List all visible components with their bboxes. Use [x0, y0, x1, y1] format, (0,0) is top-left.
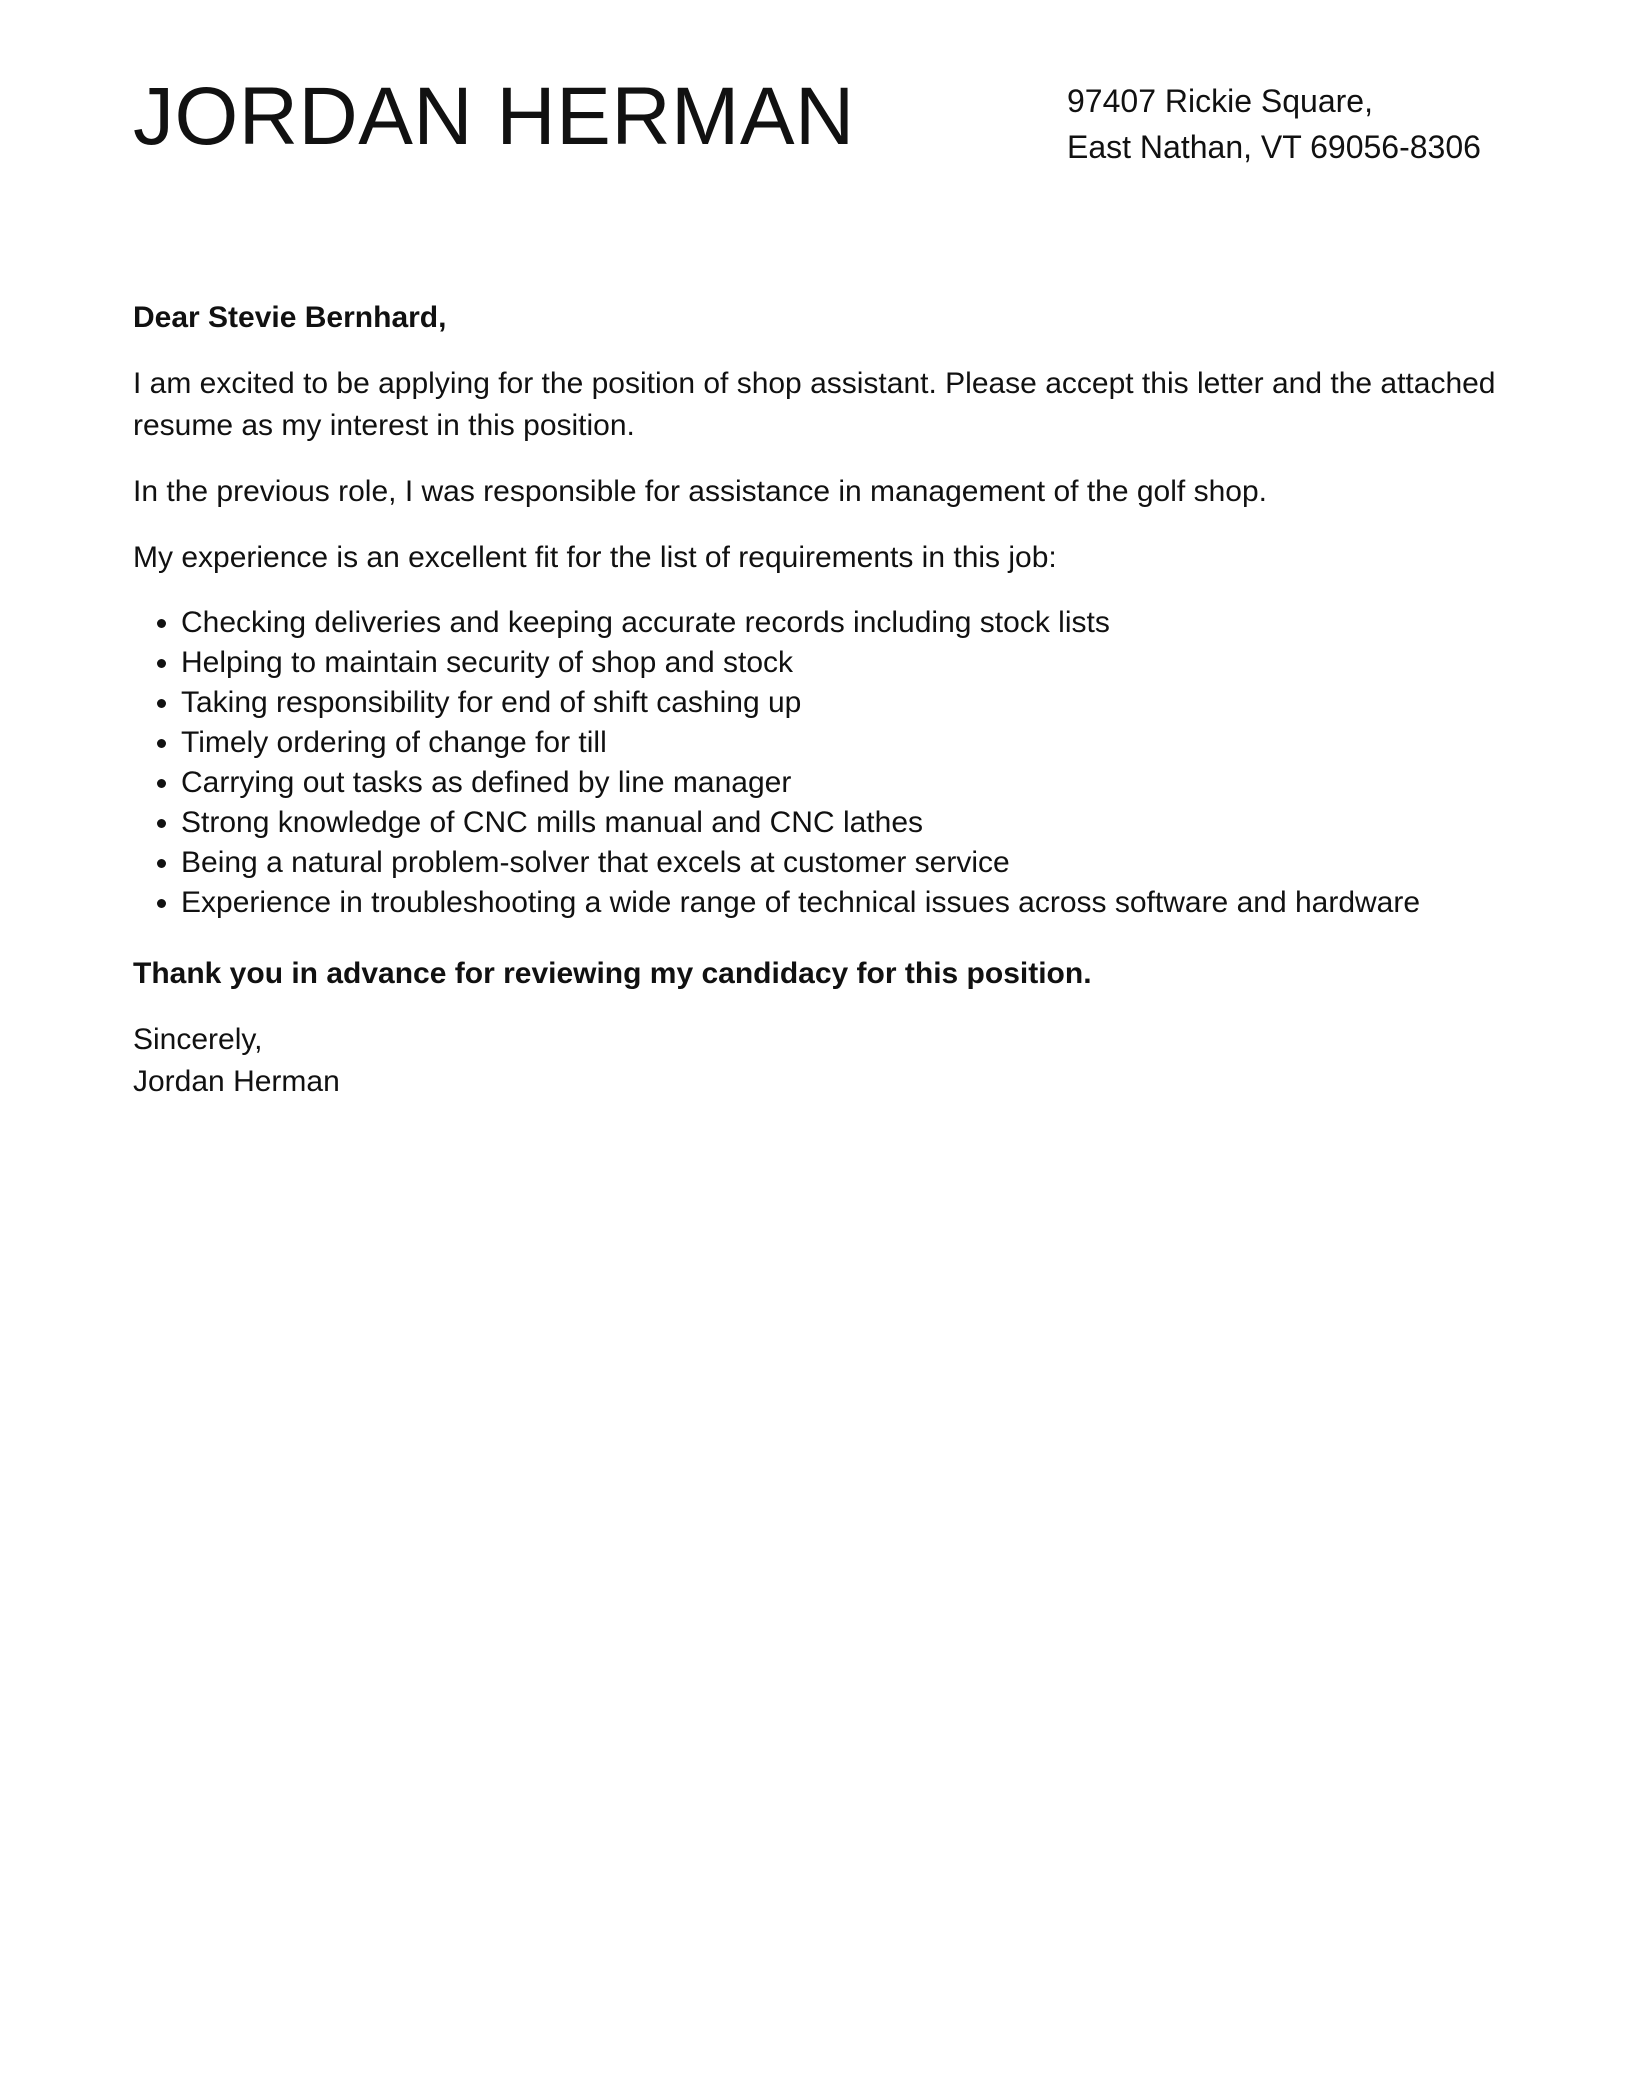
previous-role-paragraph: In the previous role, I was responsible for assistance in management of the golf shop. — [133, 475, 1267, 508]
intro-paragraph: I am excited to be applying for the position of shop assistant. Please accept this letter and the attached resume as my interest in this position. — [133, 367, 1496, 442]
list-item: • Timely ordering of change for till — [181, 723, 1503, 763]
address-line-1: 97407 Rickie Square, — [1067, 83, 1373, 119]
list-item: • Experience in troubleshooting a wide range of technical issues across software and hardware — [181, 883, 1503, 923]
list-item: • Helping to maintain security of shop and stock — [181, 643, 1503, 683]
list-item: • Carrying out tasks as defined by line manager — [181, 763, 1503, 803]
list-item: • Strong knowledge of CNC mills manual and CNC lathes — [181, 803, 1503, 843]
signoff-block — [133, 1019, 1503, 1103]
closing-line: Thank you in advance for reviewing my candidacy for this position. — [133, 957, 1092, 990]
signature-name: Jordan Herman — [133, 1065, 340, 1098]
letter-header — [133, 70, 1503, 190]
letter-body — [133, 297, 1503, 1103]
list-item: • Being a natural problem-solver that excels at customer service — [181, 843, 1503, 883]
address-line-2: East Nathan, VT 69056-8306 — [1067, 129, 1481, 165]
requirements-list — [133, 603, 1503, 923]
list-item: • Taking responsibility for end of shift cashing up — [181, 683, 1503, 723]
signoff: Sincerely, — [133, 1023, 263, 1056]
salutation: Dear Stevie Bernhard, — [133, 301, 447, 334]
requirements-intro: My experience is an excellent fit for the list of requirements in this job: — [133, 541, 1057, 574]
applicant-address — [1067, 78, 1481, 170]
list-item: • Checking deliveries and keeping accurate records including stock lists — [181, 603, 1503, 643]
applicant-name: JORDAN HERMAN — [133, 71, 855, 162]
